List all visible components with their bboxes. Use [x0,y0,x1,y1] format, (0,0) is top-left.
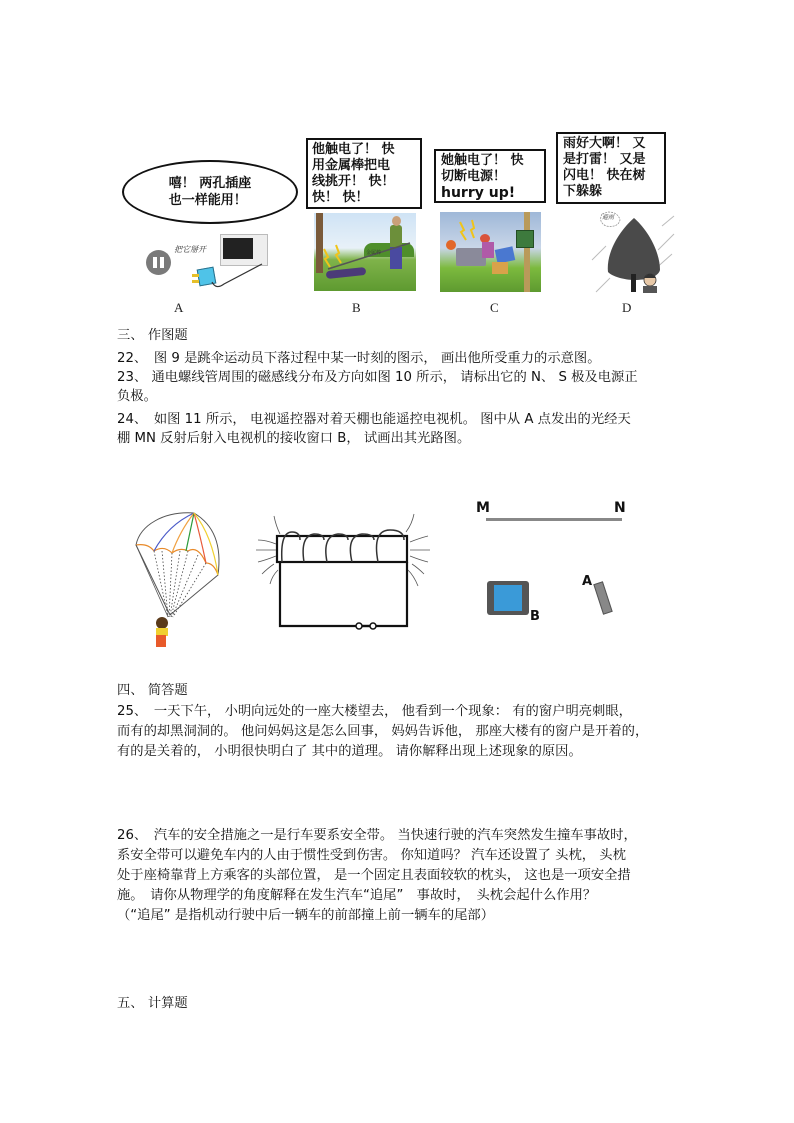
ceiling-label-n: N [614,500,626,516]
question-26-line-2: 系安全带可以避免车内的人由于惯性受到伤害。 你知道吗？ 汽车还设置了 头枕， 头枕 [117,848,626,863]
question-26-line-3: 处于座椅靠背上方乘客的头部位置， 是一个固定且表面较软的枕头， 这也是一项安全措 [117,868,631,883]
speech-bubble-c: 她触电了！ 快 切断电源！ hurry up! [434,149,546,203]
question-25-line-3: 有的是关着的， 小明很快明白了 其中的道理。 请你解释出现上述现象的原因。 [117,744,582,759]
panel-d-inner-label: 避雨 [602,214,615,221]
question-25-line-2: 而有的却黑洞洞的。 他问妈妈这是怎么回事， 妈妈告诉他， 那座大楼有的窗户是开着的， [117,724,649,739]
question-22: 22、 图 9 是跳伞运动员下落过程中某一时刻的图示， 画出他所受重力的示意图。 [117,351,601,366]
panel-a-image [140,232,270,292]
solenoid-figure [252,510,442,640]
panel-label-c: C [490,300,499,315]
question-23-line-2: 负极。 [117,389,157,404]
panel-d-image [588,208,678,294]
section-5-heading: 五、 计算题 [117,996,188,1011]
two-hole-socket-icon [146,250,171,275]
speech-bubble-d: 雨好大啊！ 又 是打雷！ 又是 闪电！ 快在树 下躲躲 [556,132,666,204]
panel-c-image [440,212,541,292]
question-24-line-2: 棚 MN 反射后射入电视机的接收窗口 B， 试画出其光路图。 [117,431,471,446]
ceiling-mn-line [486,518,622,521]
panel-label-a: A [174,300,184,315]
question-24-line-1: 24、 如图 11 所示， 电视遥控器对着天棚也能遥控电视机。 图中从 A 点发出的光经天 [117,412,631,427]
tv-label-b: B [530,609,540,624]
parachutist-figure [118,505,238,650]
section-3-heading: 三、 作图题 [117,328,188,343]
panel-b-inner-label: 金属棒 [366,250,382,256]
tv-screen [494,585,522,611]
question-26-line-1: 26、 汽车的安全措施之一是行车要系安全带。 当快速行驶的汽车突然发生撞车事故时， [117,828,637,843]
question-26-line-4: 施。 请你从物理学的角度解释在发生汽车“追尾” 事故时， 头枕会起什么作用？ [117,888,597,903]
speech-bubble-a: 嘻！ 两孔插座 也一样能用！ [122,160,298,224]
remote-control-icon [593,581,612,615]
ceiling-label-m: M [476,500,490,516]
speech-bubble-b: 他触电了！ 快 用金属棒把电 线挑开！ 快！ 快！ 快！ [306,138,422,209]
question-25-line-1: 25、 一天下午， 小明向远处的一座大楼望去， 他看到一个现象： 有的窗户明亮刺眼， [117,704,632,719]
question-26-line-5: （“追尾” 是指机动行驶中后一辆车的前部撞上前一辆车的尾部） [117,908,495,923]
panel-b-image [314,213,416,291]
panel-a-inner-label: 把它掰开 [174,245,206,254]
panel-label-d: D [622,300,632,315]
section-4-heading: 四、 简答题 [117,683,188,698]
question-23-line-1: 23、 通电螺线管周围的磁感线分布及方向如图 10 所示， 请标出它的 N、 S 极及电源正 [117,370,638,385]
panel-label-b: B [352,300,361,315]
remote-label-a: A [582,574,593,589]
